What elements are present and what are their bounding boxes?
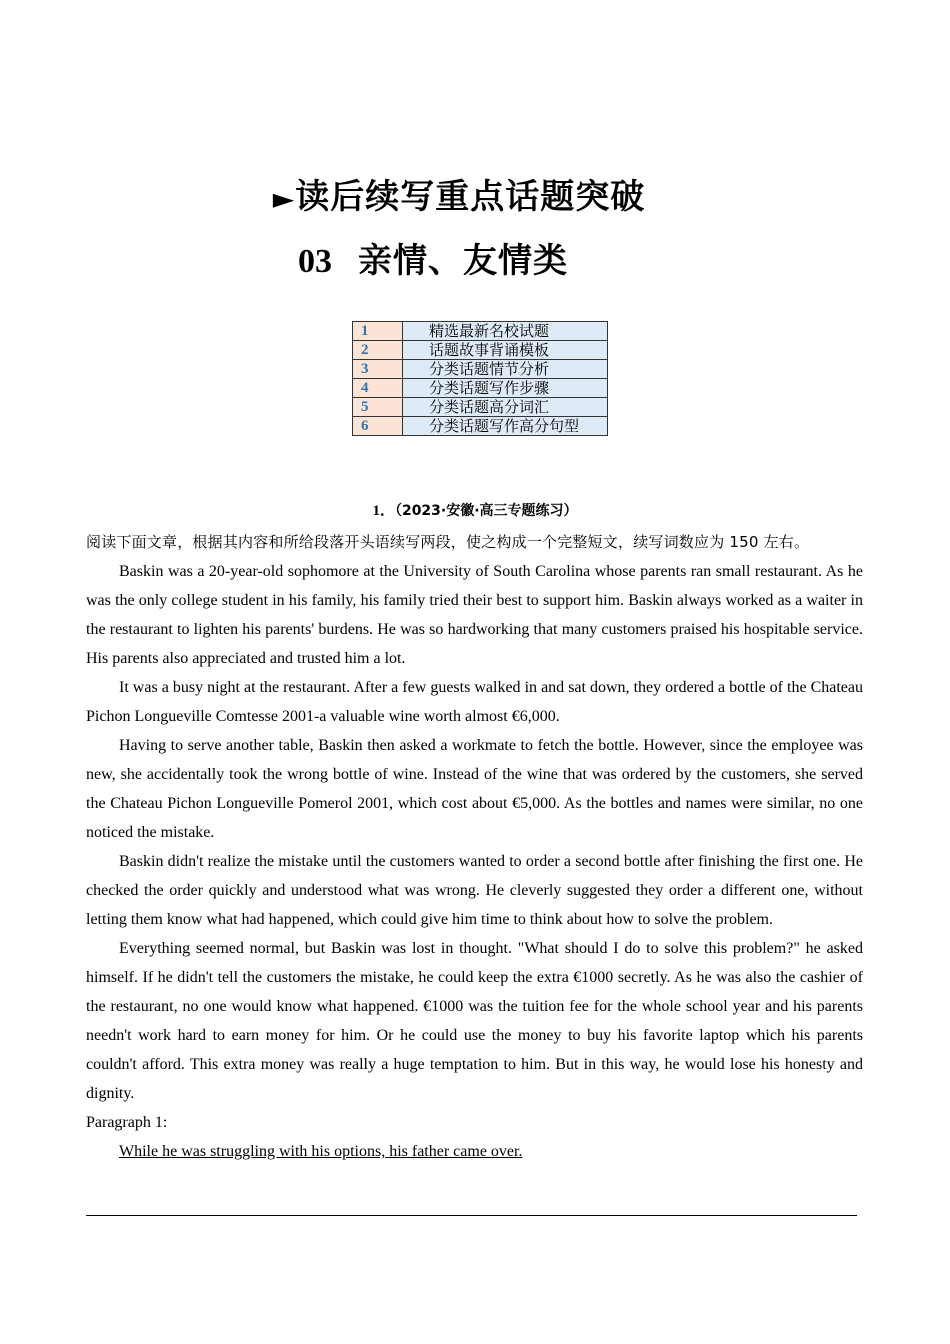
toc-number: 4 [353, 379, 403, 398]
toc-label: 话题故事背诵模板 [403, 341, 608, 360]
arrow-icon: ► [272, 182, 296, 215]
toc-number: 2 [353, 341, 403, 360]
answer-line[interactable] [86, 1215, 857, 1216]
story-paragraph: Having to serve another table, Baskin then asked a workmate to fetch the bottle. However, since the employee was new, she accidentally took the wrong bottle of wine. Instead of the wine that was ordered by the customers, she served the Chateau Pichon Longueville Pomerol 2001, which cost about €5,000. As the bottles and names were similar, no one noticed the mistake. [86, 737, 863, 841]
toc-label: 分类话题写作高分句型 [403, 417, 608, 436]
toc-label: 分类话题高分词汇 [403, 398, 608, 417]
toc-label: 分类话题写作步骤 [403, 379, 608, 398]
story-paragraph: Baskin was a 20-year-old sophomore at the University of South Carolina whose parents ran small restaurant. As he was the only college student in his family, his family tried their best to support him. Baskin always worked as a waiter in the restaurant to lighten his parents' burdens. He was so hardworking that many customers praised his hospitable service. His parents also appreciated and trusted him a lot. [86, 563, 863, 667]
toc-row [353, 360, 608, 379]
toc-row [353, 379, 608, 398]
toc-label: 分类话题情节分析 [403, 360, 608, 379]
paragraph1-start [86, 1137, 863, 1166]
story-paragraph: Everything seemed normal, but Baskin was lost in thought. "What should I do to solve this problem?" he asked himself. If he didn't tell the customers the mistake, he could keep the extra €1000 secretly. As he was also the cashier of the restaurant, no one would know what happened. €1000 was the tuition fee for the whole school year and his parents needn't work hard to earn money for him. Or he could use the money to buy his favorite laptop which his parents couldn't afford. This extra money was really a huge temptation to him. But in this way, he would lose his honesty and dignity. [86, 940, 863, 1102]
toc-table [352, 321, 608, 436]
story-paragraph: It was a busy night at the restaurant. After a few guests walked in and sat down, they ordered a bottle of the Chateau Pichon Longueville Comtesse 2001-a valuable wine worth almost €6,000. [86, 679, 863, 725]
toc-row [353, 398, 608, 417]
toc-number: 1 [353, 322, 403, 341]
toc-row [353, 417, 608, 436]
title-text: 读后续写重点话题突破 [295, 177, 646, 217]
instruction-text: 阅读下面文章，根据其内容和所给段落开头语续写两段，使之构成一个完整短文，续写词数应为 150 左右。 [86, 533, 810, 551]
question-body [86, 528, 863, 1166]
toc-number: 6 [353, 417, 403, 436]
paragraph1-start-text: While he was struggling with his options, his father came over. [119, 1143, 523, 1160]
subtitle-topic: 亲情、友情类 [358, 241, 568, 281]
toc-row [353, 341, 608, 360]
page-subtitle [298, 238, 568, 285]
story-paragraph: Baskin didn't realize the mistake until the customers wanted to order a second bottle after finishing the first one. He checked the order quickly and understood what was wrong. He cleverly suggested they order a different one, without letting them know what had happened, which could give him time to think about how to solve the problem. [86, 853, 863, 928]
toc-number: 3 [353, 360, 403, 379]
question-header [0, 501, 950, 521]
toc-row [353, 322, 608, 341]
page-title [0, 174, 918, 222]
toc-label: 精选最新名校试题 [403, 322, 608, 341]
question-source: （2023·安徽·高三专题练习） [394, 503, 578, 519]
toc-number: 5 [353, 398, 403, 417]
subtitle-number: 03 [298, 243, 332, 280]
question-number: 1． [372, 503, 395, 519]
paragraph1-label: Paragraph 1: [86, 1114, 168, 1131]
